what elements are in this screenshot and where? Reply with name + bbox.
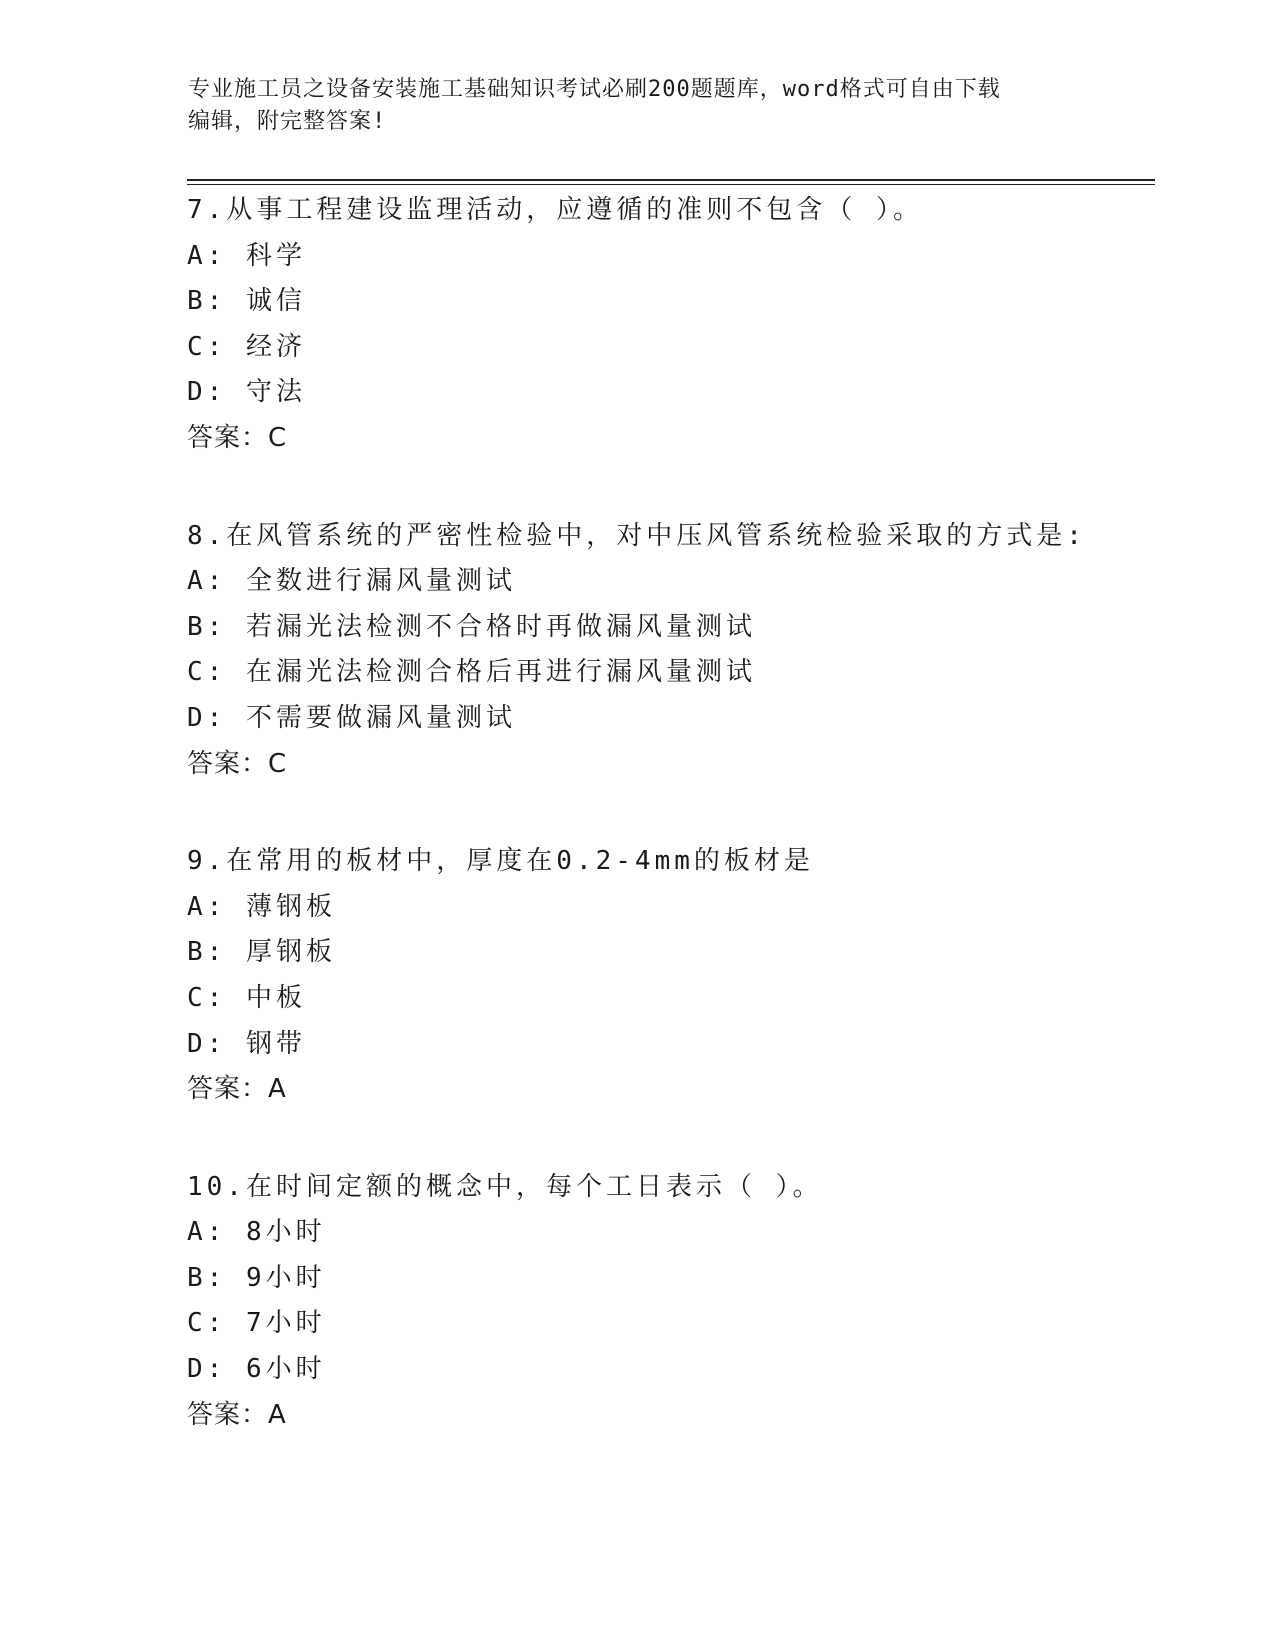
question-item bbox=[187, 1165, 1147, 1439]
header-title-line-2: 编辑，附完整答案! bbox=[188, 109, 387, 134]
question-option: C: 在漏光法检测合格后再进行漏风量测试 bbox=[187, 657, 756, 688]
question-option: A: 8小时 bbox=[187, 1217, 326, 1248]
question-option: B: 诚信 bbox=[187, 286, 306, 317]
document-header bbox=[188, 74, 1088, 138]
question-stem: 10.在时间定额的概念中，每个工日表示（ ）。 bbox=[187, 1171, 823, 1202]
question-answer: 答案：C bbox=[187, 748, 288, 779]
question-answer: 答案：A bbox=[187, 1399, 287, 1430]
header-title-line-1: 专业施工员之设备安装施工基础知识考试必刷200题题库，word格式可自由下载 bbox=[188, 77, 1001, 102]
question-answer: 答案：A bbox=[187, 1074, 287, 1105]
question-option: B: 9小时 bbox=[187, 1262, 326, 1293]
question-option: A: 科学 bbox=[187, 240, 306, 271]
question-option: D: 守法 bbox=[187, 377, 306, 408]
question-stem: 7.从事工程建设监理活动，应遵循的准则不包含（ ）。 bbox=[187, 195, 923, 225]
question-item bbox=[187, 514, 1147, 788]
question-option: B: 若漏光法检测不合格时再做漏风量测试 bbox=[187, 611, 756, 642]
question-option: D: 不需要做漏风量测试 bbox=[187, 702, 516, 733]
header-divider-thick bbox=[187, 179, 1155, 181]
question-option: B: 厚钢板 bbox=[187, 937, 336, 968]
question-item bbox=[187, 188, 1147, 462]
question-option: D: 6小时 bbox=[187, 1354, 326, 1385]
question-option: C: 经济 bbox=[187, 331, 306, 362]
question-stem: 9.在常用的板材中，厚度在0.2-4mm的板材是 bbox=[187, 846, 814, 877]
question-option: C: 7小时 bbox=[187, 1308, 326, 1339]
question-stem: 8.在风管系统的严密性检验中，对中压风管系统检验采取的方式是: bbox=[187, 520, 1086, 551]
question-item bbox=[187, 839, 1147, 1113]
question-option: A: 全数进行漏风量测试 bbox=[187, 566, 516, 597]
question-option: C: 中板 bbox=[187, 982, 306, 1013]
question-answer: 答案：C bbox=[187, 422, 288, 453]
question-option: A: 薄钢板 bbox=[187, 891, 336, 922]
header-divider-thin bbox=[187, 184, 1155, 185]
question-option: D: 钢带 bbox=[187, 1028, 306, 1059]
question-list bbox=[187, 188, 1147, 1490]
